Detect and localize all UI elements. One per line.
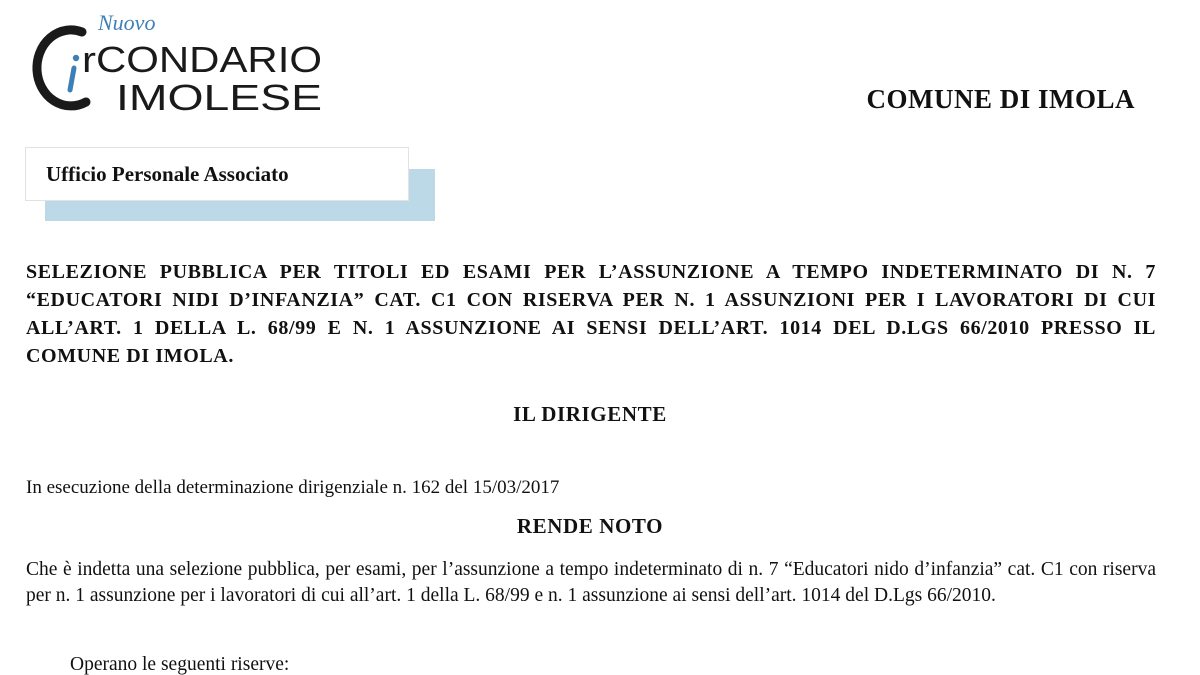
body-paragraph: Che è indetta una selezione pubblica, per esami, per l’assunzione a tempo indeterminato di n. 7 “Educatori nido d’infanzia” cat. C1 con riserva per n. 1 assunzione per i lavoratori di cui all’art. 1 della L. 68/99 e n. 1 assunzione ai sensi dell’art. 1014 del D.Lgs 66/2010. bbox=[26, 559, 1156, 606]
rende-noto-heading: RENDE NOTO bbox=[516, 514, 664, 538]
circondario-logo-mark bbox=[30, 6, 340, 116]
logo-word-top: rCONDARIO bbox=[82, 39, 322, 80]
municipality-heading: COMUNE DI IMOLA bbox=[866, 84, 1135, 114]
logo-word-bottom: IMOLESE bbox=[116, 77, 322, 116]
logo-i-stem bbox=[70, 68, 74, 90]
circondario-logo bbox=[30, 6, 340, 116]
office-box bbox=[25, 147, 435, 223]
dirigente-heading: IL DIRIGENTE bbox=[513, 402, 667, 426]
logo-i-dot bbox=[73, 55, 79, 61]
logo-arc-shape bbox=[37, 30, 86, 106]
reserves-intro-line: Operano le seguenti riserve: bbox=[70, 654, 290, 675]
execution-line: In esecuzione della determinazione dirigenziale n. 162 del 15/03/2017 bbox=[26, 477, 560, 498]
office-box-panel bbox=[25, 147, 409, 201]
logo-script-text: Nuovo bbox=[98, 10, 156, 35]
office-label: Ufficio Personale Associato bbox=[46, 162, 289, 186]
document-title: SELEZIONE PUBBLICA PER TITOLI ED ESAMI PER L’ASSUNZIONE A TEMPO INDETERMINATO DI N. 7 “EDUCATORI NIDI D’INFANZIA” CAT. C1 CON RISERVA PER N. 1 ASSUNZIONI PER I LAVORATORI DI CUI ALL’ART. 1 DELLA L. 68/99 E N. 1 ASSUNZIONE AI SENSI DELL’ART. 1014 DEL D.LGS 66/2010 PRESSO IL COMUNE DI IMOLA. bbox=[26, 261, 1156, 367]
